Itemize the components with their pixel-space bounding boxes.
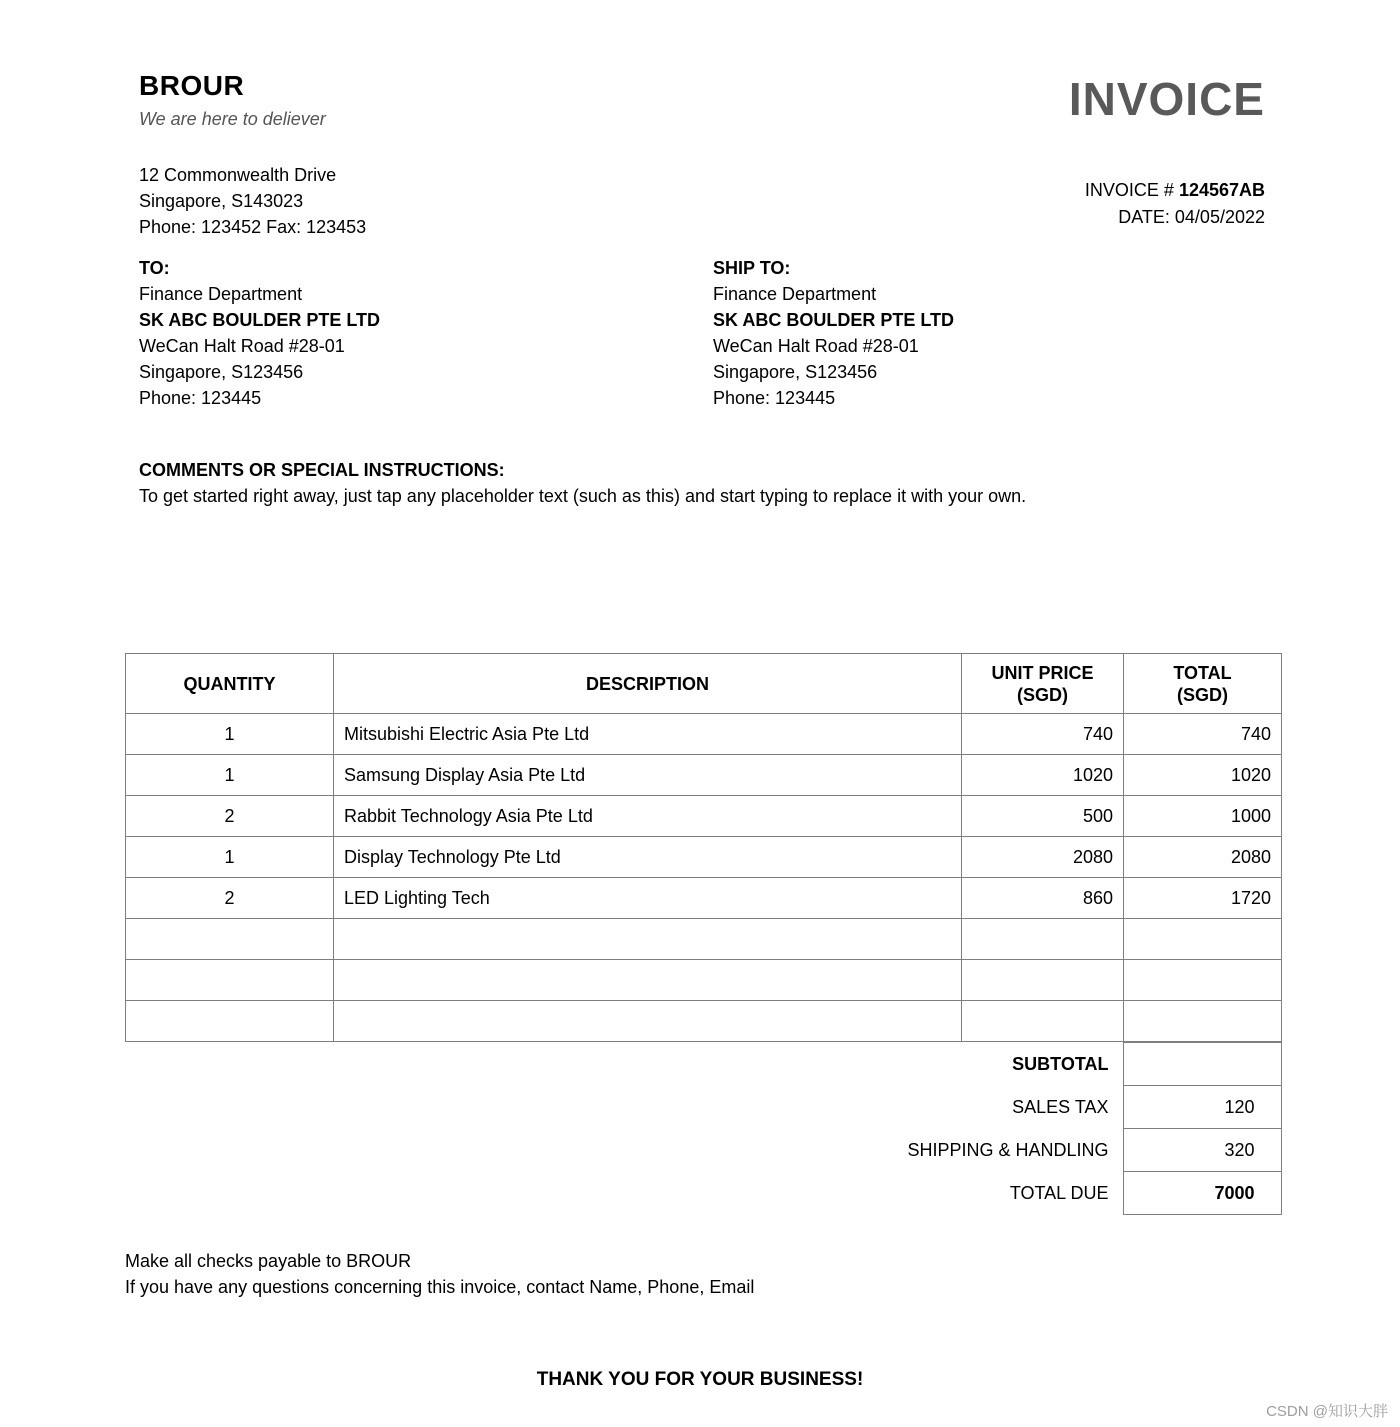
- row-total: [1124, 960, 1282, 1001]
- company-address-line: 12 Commonwealth Drive: [139, 165, 337, 185]
- ship-to-block: [713, 255, 954, 411]
- row-total: [1124, 919, 1282, 960]
- row-quantity: [126, 919, 334, 960]
- summary-table: [125, 1042, 1282, 1215]
- invoice-table-body: [126, 714, 1282, 1042]
- ship-to-label: SHIP TO:: [713, 258, 791, 278]
- comments-block: [139, 457, 1026, 509]
- sales-tax-label: SALES TAX: [1012, 1096, 1109, 1117]
- header-quantity: QUANTITY: [126, 654, 334, 714]
- row-unit-price: 500: [962, 796, 1124, 837]
- subtotal-label: SUBTOTAL: [1012, 1053, 1109, 1074]
- questions-contact-line: If you have any questions concerning this invoice, contact Name, Phone, Email: [125, 1277, 755, 1297]
- table-row-empty: [126, 919, 1282, 960]
- row-total: 1720: [1124, 878, 1282, 919]
- comments-text: To get started right away, just tap any placeholder text (such as this) and start typing to replace it with your own.: [139, 486, 1027, 506]
- company-header: [139, 70, 326, 130]
- total-due-value: 7000: [1123, 1172, 1281, 1215]
- row-total: [1124, 1001, 1282, 1042]
- invoice-meta: [1085, 177, 1265, 231]
- bill-to-line: Singapore, S123456: [139, 362, 304, 382]
- table-row: [126, 837, 1282, 878]
- invoice-date-value: 04/05/2022: [1174, 207, 1265, 227]
- invoice-table-section: [125, 653, 1281, 1215]
- bill-to-label: TO:: [139, 258, 170, 278]
- row-unit-price: 860: [962, 878, 1124, 919]
- total-due-label: TOTAL DUE: [1009, 1182, 1109, 1203]
- sales-tax-value: 120: [1123, 1086, 1281, 1129]
- row-description: LED Lighting Tech: [334, 878, 962, 919]
- ship-to-company: SK ABC BOULDER PTE LTD: [713, 310, 954, 330]
- shipping-value: 320: [1123, 1129, 1281, 1172]
- footer-notes: [125, 1248, 754, 1300]
- row-quantity: 1: [126, 755, 334, 796]
- row-unit-price: [962, 960, 1124, 1001]
- row-description: Samsung Display Asia Pte Ltd: [334, 755, 962, 796]
- summary-row-subtotal: [125, 1043, 1281, 1086]
- invoice-date-line: [1085, 204, 1265, 231]
- row-quantity: 2: [126, 878, 334, 919]
- invoice-items-table: [125, 653, 1282, 1042]
- summary-row-sales-tax: [125, 1086, 1281, 1129]
- company-name: BROUR: [139, 70, 245, 101]
- ship-to-department: Finance Department: [713, 284, 877, 304]
- table-row: [126, 714, 1282, 755]
- table-row: [126, 755, 1282, 796]
- company-address-line: Singapore, S143023: [139, 191, 304, 211]
- row-unit-price: [962, 919, 1124, 960]
- table-row: [126, 796, 1282, 837]
- row-quantity: 2: [126, 796, 334, 837]
- table-row-empty: [126, 1001, 1282, 1042]
- bill-to-line: Phone: 123445: [139, 388, 262, 408]
- invoice-number-label: INVOICE #: [1084, 180, 1179, 200]
- row-description: [334, 1001, 962, 1042]
- invoice-number-value: 124567AB: [1178, 180, 1265, 200]
- row-total: 2080: [1124, 837, 1282, 878]
- table-row: [126, 878, 1282, 919]
- row-unit-price: [962, 1001, 1124, 1042]
- subtotal-value: [1123, 1043, 1281, 1086]
- watermark: CSDN @知识大胖: [1266, 1403, 1388, 1420]
- row-description: Mitsubishi Electric Asia Pte Ltd: [334, 714, 962, 755]
- table-header-row: [126, 654, 1282, 714]
- invoice-title: INVOICE: [1068, 73, 1265, 125]
- row-quantity: 1: [126, 714, 334, 755]
- ship-to-line: WeCan Halt Road #28-01: [713, 336, 919, 356]
- bill-to-department: Finance Department: [139, 284, 303, 304]
- bill-to-line: WeCan Halt Road #28-01: [139, 336, 345, 356]
- row-total: 740: [1124, 714, 1282, 755]
- invoice-date-label: DATE:: [1118, 207, 1175, 227]
- checks-payable-line: Make all checks payable to BROUR: [125, 1251, 412, 1271]
- row-description: [334, 919, 962, 960]
- summary-row-shipping: [125, 1129, 1281, 1172]
- bill-to-block: [139, 255, 380, 411]
- row-quantity: 1: [126, 837, 334, 878]
- row-unit-price: 740: [962, 714, 1124, 755]
- invoice-number-line: [1085, 177, 1265, 204]
- row-description: Display Technology Pte Ltd: [334, 837, 962, 878]
- summary-row-total-due: [125, 1172, 1281, 1215]
- row-total: 1020: [1124, 755, 1282, 796]
- row-unit-price: 1020: [962, 755, 1124, 796]
- ship-to-line: Phone: 123445: [713, 388, 836, 408]
- header-total: TOTAL (SGD): [1124, 654, 1282, 714]
- shipping-label: SHIPPING & HANDLING: [907, 1139, 1109, 1160]
- company-address-line: Phone: 123452 Fax: 123453: [139, 217, 367, 237]
- row-quantity: [126, 960, 334, 1001]
- thank-you-message: THANK YOU FOR YOUR BUSINESS!: [536, 1369, 864, 1390]
- row-quantity: [126, 1001, 334, 1042]
- row-description: Rabbit Technology Asia Pte Ltd: [334, 796, 962, 837]
- row-description: [334, 960, 962, 1001]
- table-row-empty: [126, 960, 1282, 1001]
- row-total: 1000: [1124, 796, 1282, 837]
- header-unit-price: UNIT PRICE (SGD): [962, 654, 1124, 714]
- ship-to-line: Singapore, S123456: [713, 362, 878, 382]
- row-unit-price: 2080: [962, 837, 1124, 878]
- company-address: [139, 162, 366, 240]
- comments-label: COMMENTS OR SPECIAL INSTRUCTIONS:: [139, 460, 505, 480]
- bill-to-company: SK ABC BOULDER PTE LTD: [139, 310, 380, 330]
- header-description: DESCRIPTION: [334, 654, 962, 714]
- company-tagline: We are here to deliever: [139, 109, 326, 129]
